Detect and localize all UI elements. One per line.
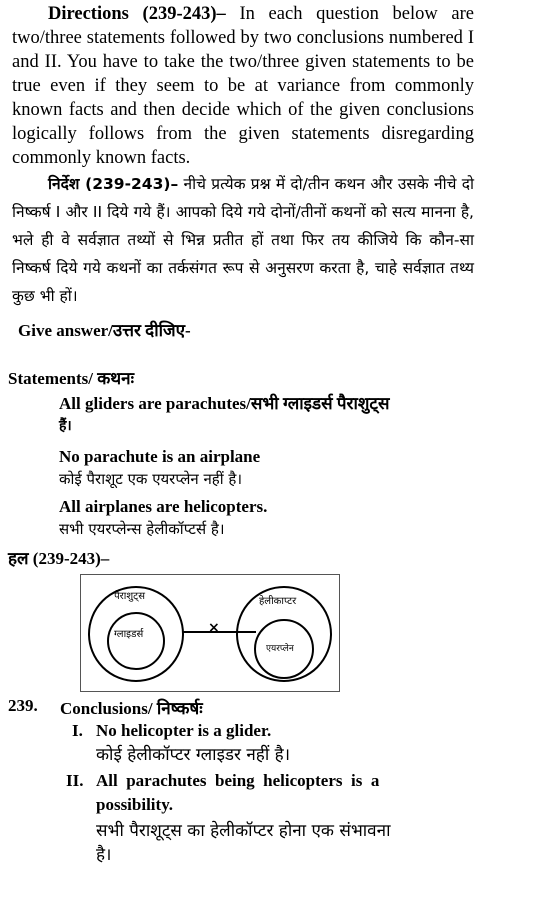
- conclusion-2-en-line1: All parachutes being helicopters is a: [96, 771, 380, 790]
- conclusion-2: [66, 770, 446, 792]
- statement-1-hi: हैं।: [59, 418, 72, 434]
- give-answer: Give answer/उत्तर दीजिए-: [18, 321, 191, 340]
- conclusion-2-num: II.: [66, 771, 84, 790]
- conclusion-2-hi-line1: सभी पैराशूट्स का हेलीकॉप्टर होना एक संभावना: [96, 821, 391, 841]
- circle-gliders: [108, 613, 164, 669]
- statement-1-en: All gliders are parachutes/सभी ग्लाइडर्स पैराशुट्स: [59, 394, 390, 413]
- statement-3-en: All airplanes are helicopters.: [59, 497, 268, 516]
- conclusion-2-hi-line2: है।: [96, 845, 112, 865]
- venn-diagram: [80, 574, 340, 692]
- statement-2-en: No parachute is an airplane: [59, 447, 261, 466]
- directions-text: In each question below are two/three statements followed by two conclusions numbered I and II. You have to take the two/three given statements to be true even if they seem to be at variance from commonly known facts and then decide which of the given conclusions logically follows from the given statements disregarding commonly known facts.: [12, 4, 474, 168]
- label-airplanes: एयरप्लेन: [266, 644, 294, 654]
- label-parachutes: पैराशुट्स: [114, 591, 145, 602]
- statement-1: [59, 392, 459, 438]
- conclusions-heading: Conclusions/ निष्कर्षः: [60, 699, 203, 718]
- solution-heading: हल (239-243)–: [8, 549, 110, 568]
- conclusion-1-en: No helicopter is a glider.: [96, 721, 272, 740]
- conclusion-1: [72, 720, 472, 742]
- directions-hindi-label: निर्देश (239-243)–: [48, 175, 179, 193]
- statement-2: [59, 445, 459, 491]
- label-gliders: ग्लाइडर्स: [114, 629, 144, 640]
- statement-3: [59, 495, 459, 541]
- directions-label: Directions (239-243)–: [48, 4, 226, 24]
- label-helicopters: हेलीकाप्टर: [259, 596, 297, 607]
- statement-3-hi: सभी एयरप्लेन्स हेलीकॉप्टर्स है।: [59, 520, 225, 538]
- question-number: 239.: [8, 696, 38, 715]
- conclusion-2-en-line2: possibility.: [96, 795, 174, 814]
- statement-2-hi: कोई पैराशूट एक एयरप्लेन नहीं है।: [59, 470, 243, 488]
- statements-heading: Statements/ कथनः: [8, 369, 135, 388]
- directions-hindi-text: नीचे प्रत्येक प्रश्न में दो/तीन कथन और उसके नीचे दो निष्कर्ष I और II दिये गये हैं। आपको दिये गये दोनों/तीनों कथनों को सत्य मानना है, भले ही वे सर्वज्ञात तथ्यों से भिन्न प्रतीत हों तथा फिर तय कीजिये कि कौन-सा निष्कर्ष दिये गये कथनों का तर्कसंगत रूप से अनुसरण करता है, चाहे सर्वज्ञात तथ्य कुछ भी हों।: [12, 175, 474, 305]
- conclusion-1-hi: कोई हेलीकॉप्टर ग्लाइडर नहीं है।: [96, 745, 291, 765]
- directions-hindi: [12, 170, 474, 310]
- cross-mark: ×: [208, 620, 220, 636]
- conclusion-2-en-line2-wrap: [96, 794, 173, 816]
- directions-english: [12, 2, 474, 170]
- conclusion-1-num: I.: [72, 721, 83, 740]
